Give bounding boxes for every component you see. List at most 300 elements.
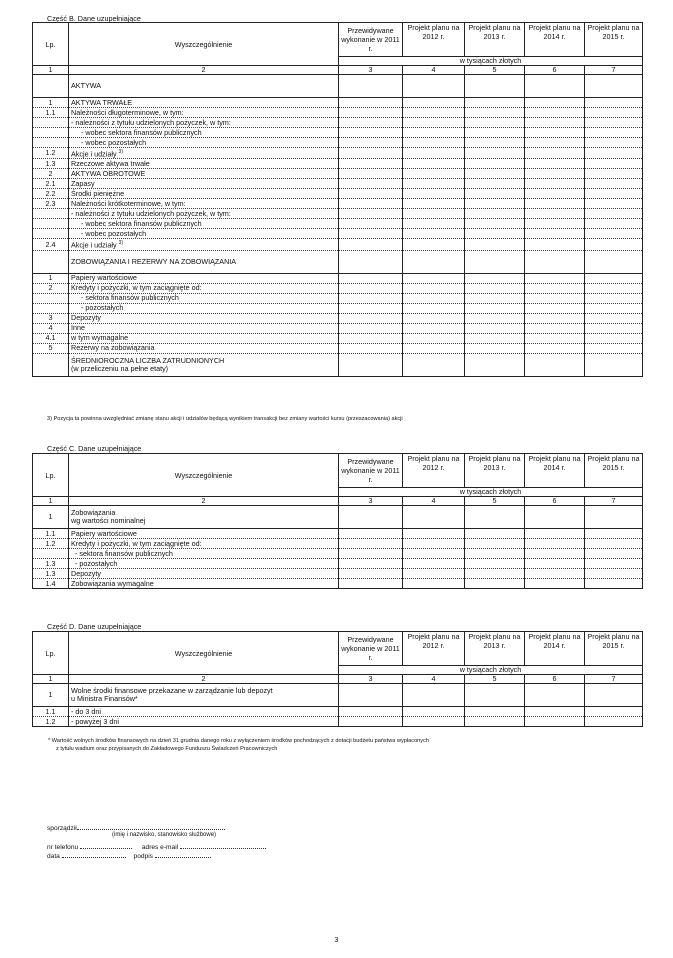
table-row bbox=[33, 333, 643, 343]
row-lp bbox=[33, 303, 69, 313]
value-cell-col6[interactable] bbox=[525, 128, 585, 138]
value-cell-col6[interactable] bbox=[525, 75, 585, 98]
value-cell-col6[interactable] bbox=[525, 333, 585, 343]
row-lp: 1.1 bbox=[33, 529, 69, 539]
value-cell-col3[interactable] bbox=[339, 118, 403, 128]
value-cell-col5[interactable] bbox=[465, 148, 525, 159]
value-cell-col6[interactable] bbox=[525, 303, 585, 313]
row-label bbox=[69, 333, 339, 343]
value-cell-col6[interactable] bbox=[525, 239, 585, 250]
table-row bbox=[33, 250, 643, 273]
value-cell-col6[interactable] bbox=[525, 323, 585, 333]
value-cell-col3[interactable] bbox=[339, 559, 403, 569]
value-cell-col3[interactable] bbox=[339, 98, 403, 108]
value-cell-col6[interactable] bbox=[525, 529, 585, 539]
row-lp bbox=[33, 293, 69, 303]
phone-field[interactable] bbox=[47, 842, 266, 851]
row-label-text: - wobec pozostałych bbox=[81, 228, 147, 238]
value-cell-col3[interactable] bbox=[339, 303, 403, 313]
row-label bbox=[69, 148, 339, 159]
row-label bbox=[69, 313, 339, 323]
value-cell-col5[interactable] bbox=[465, 559, 525, 569]
value-cell-col7[interactable] bbox=[585, 189, 643, 199]
value-cell-col3[interactable] bbox=[339, 529, 403, 539]
value-cell-col6[interactable] bbox=[525, 283, 585, 293]
value-cell-col5[interactable] bbox=[465, 239, 525, 250]
value-cell-col5[interactable] bbox=[465, 189, 525, 199]
value-cell-col6[interactable] bbox=[525, 293, 585, 303]
value-cell-col6[interactable] bbox=[525, 549, 585, 559]
value-cell-col4[interactable] bbox=[403, 108, 465, 118]
value-cell-col5[interactable] bbox=[465, 75, 525, 98]
value-cell-col3[interactable] bbox=[339, 148, 403, 159]
unit-label: w tysiącach złotych bbox=[339, 488, 643, 497]
row-label-text: Zobowiązania wymagalne bbox=[71, 578, 154, 588]
row-lp bbox=[33, 118, 69, 128]
value-cell-col7[interactable] bbox=[585, 283, 643, 293]
prepared-by-label: sporządził bbox=[47, 825, 77, 832]
header-col6: Projekt planu na 2014 r. bbox=[525, 23, 585, 57]
value-cell-col4[interactable] bbox=[403, 569, 465, 579]
value-cell-col6[interactable] bbox=[525, 250, 585, 273]
value-cell-col4[interactable] bbox=[403, 303, 465, 313]
header-col6: Projekt planu na 2014 r. bbox=[525, 454, 585, 488]
value-cell-col5[interactable] bbox=[465, 343, 525, 353]
value-cell-col7[interactable] bbox=[585, 323, 643, 333]
value-cell-col6[interactable] bbox=[525, 717, 585, 727]
table-row bbox=[33, 529, 643, 539]
value-cell-col6[interactable] bbox=[525, 353, 585, 376]
footnote-marker: 3) bbox=[118, 240, 123, 247]
value-cell-col6[interactable] bbox=[525, 138, 585, 148]
value-cell-col6[interactable] bbox=[525, 169, 585, 179]
value-cell-col6[interactable] bbox=[525, 559, 585, 569]
header-col5: Projekt planu na 2013 r. bbox=[465, 23, 525, 57]
row-label bbox=[69, 98, 339, 108]
value-cell-col6[interactable] bbox=[525, 313, 585, 323]
table-row bbox=[33, 179, 643, 189]
value-cell-col7[interactable] bbox=[585, 128, 643, 138]
row-label bbox=[69, 273, 339, 283]
value-cell-col4[interactable] bbox=[403, 98, 465, 108]
value-cell-col6[interactable] bbox=[525, 343, 585, 353]
value-cell-col6[interactable] bbox=[525, 684, 585, 707]
value-cell-col4[interactable] bbox=[403, 169, 465, 179]
col-number: 5 bbox=[465, 66, 525, 75]
value-cell-col5[interactable] bbox=[465, 529, 525, 539]
value-cell-col6[interactable] bbox=[525, 539, 585, 549]
value-cell-col4[interactable] bbox=[403, 159, 465, 169]
value-cell-col7[interactable] bbox=[585, 199, 643, 209]
value-cell-col4[interactable] bbox=[403, 323, 465, 333]
value-cell-col4[interactable] bbox=[403, 684, 465, 707]
value-cell-col7[interactable] bbox=[585, 209, 643, 219]
row-label bbox=[69, 229, 339, 239]
value-cell-col7[interactable] bbox=[585, 707, 643, 717]
footnote-marker: 3) bbox=[118, 149, 123, 155]
value-cell-col4[interactable] bbox=[403, 239, 465, 250]
value-cell-col5[interactable] bbox=[465, 293, 525, 303]
row-label bbox=[69, 159, 339, 169]
value-cell-col3[interactable] bbox=[339, 199, 403, 209]
value-cell-col4[interactable] bbox=[403, 549, 465, 559]
table-row bbox=[33, 219, 643, 229]
value-cell-col7[interactable] bbox=[585, 313, 643, 323]
row-label bbox=[69, 108, 339, 118]
value-cell-col6[interactable] bbox=[525, 118, 585, 128]
col-number: 6 bbox=[525, 66, 585, 75]
value-cell-col4[interactable] bbox=[403, 118, 465, 128]
row-label-text: Kredyty i pożyczki, w tym zaciągnięte od: bbox=[71, 538, 202, 548]
row-label bbox=[69, 179, 339, 189]
value-cell-col5[interactable] bbox=[465, 209, 525, 219]
row-label-text: - należności z tytułu udzielonych pożyczek, w tym: bbox=[71, 208, 231, 218]
value-cell-col3[interactable] bbox=[339, 219, 403, 229]
header-col3: Przewidywane wykonanie w 2011 r. bbox=[339, 23, 403, 57]
value-cell-col5[interactable] bbox=[465, 169, 525, 179]
value-cell-col4[interactable] bbox=[403, 273, 465, 283]
col-number: 7 bbox=[585, 497, 643, 506]
col-number: 6 bbox=[525, 675, 585, 684]
value-cell-col4[interactable] bbox=[403, 529, 465, 539]
row-lp: 1.1 bbox=[33, 108, 69, 118]
row-label bbox=[69, 323, 339, 333]
col-number: 5 bbox=[465, 497, 525, 506]
table-row bbox=[33, 293, 643, 303]
value-cell-col7[interactable] bbox=[585, 219, 643, 229]
row-label bbox=[69, 169, 339, 179]
value-cell-col7[interactable] bbox=[585, 303, 643, 313]
table-row bbox=[33, 539, 643, 549]
value-cell-col6[interactable] bbox=[525, 189, 585, 199]
value-cell-col3[interactable] bbox=[339, 343, 403, 353]
value-cell-col7[interactable] bbox=[585, 559, 643, 569]
header-description: Wyszczególnienie bbox=[69, 23, 339, 66]
value-cell-col6[interactable] bbox=[525, 219, 585, 229]
value-cell-col3[interactable] bbox=[339, 159, 403, 169]
header-description: Wyszczególnienie bbox=[69, 632, 339, 675]
header-lp: Lp. bbox=[33, 23, 69, 66]
value-cell-col6[interactable] bbox=[525, 199, 585, 209]
value-cell-col4[interactable] bbox=[403, 506, 465, 529]
header-lp: Lp. bbox=[33, 632, 69, 675]
row-lp bbox=[33, 209, 69, 219]
row-label bbox=[69, 250, 339, 273]
header-col7: Projekt planu na 2015 r. bbox=[585, 23, 643, 57]
value-cell-col6[interactable] bbox=[525, 506, 585, 529]
row-lp: 3 bbox=[33, 313, 69, 323]
value-cell-col3[interactable] bbox=[339, 273, 403, 283]
value-cell-col5[interactable] bbox=[465, 353, 525, 376]
value-cell-col5[interactable] bbox=[465, 579, 525, 589]
value-cell-col6[interactable] bbox=[525, 229, 585, 239]
value-cell-col4[interactable] bbox=[403, 219, 465, 229]
row-label-text: - powyżej 3 dni bbox=[71, 716, 119, 726]
row-label-text: Papiery wartościowe bbox=[71, 273, 137, 283]
part-d-footnote-line2: z tytułu wadium oraz przypisanych do Zakładowego Funduszu Świadczeń Pracowniczych bbox=[56, 746, 278, 752]
row-label-subtext: wg wartości nominalnej bbox=[71, 516, 146, 525]
unit-label: w tysiącach złotych bbox=[339, 666, 643, 675]
table-row bbox=[33, 118, 643, 128]
value-cell-col3[interactable] bbox=[339, 239, 403, 250]
value-cell-col7[interactable] bbox=[585, 98, 643, 108]
table-row bbox=[33, 707, 643, 717]
value-cell-col3[interactable] bbox=[339, 539, 403, 549]
date-field[interactable] bbox=[47, 851, 211, 860]
value-cell-col3[interactable] bbox=[339, 579, 403, 589]
value-cell-col5[interactable] bbox=[465, 108, 525, 118]
col-number: 7 bbox=[585, 66, 643, 75]
value-cell-col3[interactable] bbox=[339, 684, 403, 707]
value-cell-col3[interactable] bbox=[339, 333, 403, 343]
value-cell-col7[interactable] bbox=[585, 179, 643, 189]
row-label bbox=[69, 579, 339, 589]
value-cell-col4[interactable] bbox=[403, 148, 465, 159]
value-cell-col5[interactable] bbox=[465, 707, 525, 717]
value-cell-col3[interactable] bbox=[339, 569, 403, 579]
value-cell-col6[interactable] bbox=[525, 209, 585, 219]
value-cell-col3[interactable] bbox=[339, 229, 403, 239]
row-label-text: - do 3 dni bbox=[71, 706, 101, 716]
row-lp: 1 bbox=[33, 273, 69, 283]
value-cell-col4[interactable] bbox=[403, 343, 465, 353]
value-cell-col3[interactable] bbox=[339, 293, 403, 303]
value-cell-col6[interactable] bbox=[525, 179, 585, 189]
value-cell-col3[interactable] bbox=[339, 75, 403, 98]
value-cell-col4[interactable] bbox=[403, 353, 465, 376]
table-row bbox=[33, 343, 643, 353]
value-cell-col5[interactable] bbox=[465, 333, 525, 343]
header-col7: Projekt planu na 2015 r. bbox=[585, 632, 643, 666]
value-cell-col3[interactable] bbox=[339, 108, 403, 118]
row-lp: 1.1 bbox=[33, 707, 69, 717]
row-label-text: AKTYWA TRWAŁE bbox=[71, 97, 133, 107]
value-cell-col7[interactable] bbox=[585, 239, 643, 250]
value-cell-col5[interactable] bbox=[465, 229, 525, 239]
value-cell-col7[interactable] bbox=[585, 579, 643, 589]
value-cell-col3[interactable] bbox=[339, 549, 403, 559]
row-label-text: ŚREDNIOROCZNA LICZBA ZATRUDNIONYCH bbox=[71, 355, 225, 365]
phone-label: nr telefonu bbox=[47, 844, 79, 851]
value-cell-col4[interactable] bbox=[403, 128, 465, 138]
value-cell-col3[interactable] bbox=[339, 323, 403, 333]
value-cell-col5[interactable] bbox=[465, 283, 525, 293]
value-cell-col4[interactable] bbox=[403, 313, 465, 323]
value-cell-col4[interactable] bbox=[403, 189, 465, 199]
table-row bbox=[33, 549, 643, 559]
row-lp: 2 bbox=[33, 283, 69, 293]
value-cell-col3[interactable] bbox=[339, 138, 403, 148]
value-cell-col7[interactable] bbox=[585, 169, 643, 179]
value-cell-col7[interactable] bbox=[585, 75, 643, 98]
value-cell-col5[interactable] bbox=[465, 98, 525, 108]
value-cell-col4[interactable] bbox=[403, 717, 465, 727]
value-cell-col7[interactable] bbox=[585, 293, 643, 303]
value-cell-col5[interactable] bbox=[465, 159, 525, 169]
value-cell-col3[interactable] bbox=[339, 169, 403, 179]
part-c-title: Część C. Dane uzupełniające bbox=[47, 444, 142, 453]
row-lp bbox=[33, 128, 69, 138]
value-cell-col7[interactable] bbox=[585, 717, 643, 727]
value-cell-col7[interactable] bbox=[585, 684, 643, 707]
row-label bbox=[69, 717, 339, 727]
row-lp: 1.3 bbox=[33, 159, 69, 169]
value-cell-col5[interactable] bbox=[465, 539, 525, 549]
row-lp: 2.3 bbox=[33, 199, 69, 209]
table-row bbox=[33, 239, 643, 250]
row-label-text: Należności długoterminowe, w tym: bbox=[71, 107, 184, 117]
value-cell-col7[interactable] bbox=[585, 250, 643, 273]
value-cell-col6[interactable] bbox=[525, 98, 585, 108]
row-label bbox=[69, 209, 339, 219]
value-cell-col7[interactable] bbox=[585, 333, 643, 343]
table-row bbox=[33, 273, 643, 283]
value-cell-col5[interactable] bbox=[465, 179, 525, 189]
value-cell-col7[interactable] bbox=[585, 353, 643, 376]
value-cell-col5[interactable] bbox=[465, 138, 525, 148]
value-cell-col7[interactable] bbox=[585, 529, 643, 539]
part-b-title: Część B. Dane uzupełniające bbox=[47, 14, 141, 23]
value-cell-col5[interactable] bbox=[465, 128, 525, 138]
value-cell-col6[interactable] bbox=[525, 569, 585, 579]
value-cell-col5[interactable] bbox=[465, 506, 525, 529]
value-cell-col3[interactable] bbox=[339, 283, 403, 293]
value-cell-col3[interactable] bbox=[339, 250, 403, 273]
row-label-text: AKTYWA bbox=[71, 81, 102, 90]
value-cell-col5[interactable] bbox=[465, 250, 525, 273]
table-row bbox=[33, 717, 643, 727]
part-b-footnote: 3) Pozycja ta powinna uwzględniać zmianę stanu akcji i udziałów będącą wynikiem transakcji bez zmiany wartości kursu (przeszacowania) akcji bbox=[47, 416, 403, 422]
header-col6: Projekt planu na 2014 r. bbox=[525, 632, 585, 666]
row-label-text: - sektora finansów publicznych bbox=[75, 548, 173, 558]
part-d-title: Część D. Dane uzupełniające bbox=[47, 622, 142, 631]
value-cell-col4[interactable] bbox=[403, 333, 465, 343]
value-cell-col7[interactable] bbox=[585, 118, 643, 128]
col-number: 2 bbox=[69, 675, 339, 684]
value-cell-col3[interactable] bbox=[339, 209, 403, 219]
value-cell-col3[interactable] bbox=[339, 717, 403, 727]
row-label bbox=[69, 138, 339, 148]
value-cell-col5[interactable] bbox=[465, 549, 525, 559]
header-col3: Przewidywane wykonanie w 2011 r. bbox=[339, 454, 403, 488]
value-cell-col4[interactable] bbox=[403, 539, 465, 549]
row-label-text: Papiery wartościowe bbox=[71, 528, 137, 538]
row-label bbox=[69, 549, 339, 559]
part-d-table bbox=[32, 631, 643, 727]
value-cell-col3[interactable] bbox=[339, 179, 403, 189]
value-cell-col5[interactable] bbox=[465, 717, 525, 727]
value-cell-col7[interactable] bbox=[585, 138, 643, 148]
table-row bbox=[33, 313, 643, 323]
value-cell-col4[interactable] bbox=[403, 250, 465, 273]
value-cell-col4[interactable] bbox=[403, 209, 465, 219]
col-number: 1 bbox=[33, 497, 69, 506]
value-cell-col5[interactable] bbox=[465, 684, 525, 707]
header-col3: Przewidywane wykonanie w 2011 r. bbox=[339, 632, 403, 666]
table-row bbox=[33, 199, 643, 209]
row-label-text: Kredyty i pożyczki, w tym zaciągnięte od: bbox=[71, 283, 202, 293]
table-row bbox=[33, 684, 643, 707]
value-cell-col6[interactable] bbox=[525, 108, 585, 118]
value-cell-col3[interactable] bbox=[339, 128, 403, 138]
row-lp bbox=[33, 250, 69, 273]
value-cell-col7[interactable] bbox=[585, 229, 643, 239]
value-cell-col5[interactable] bbox=[465, 569, 525, 579]
prepared-by-field[interactable] bbox=[47, 823, 225, 832]
value-cell-col7[interactable] bbox=[585, 148, 643, 159]
value-cell-col5[interactable] bbox=[465, 313, 525, 323]
row-label-text: Inne bbox=[71, 323, 85, 333]
row-lp: 2.4 bbox=[33, 239, 69, 250]
value-cell-col4[interactable] bbox=[403, 559, 465, 569]
value-cell-col7[interactable] bbox=[585, 549, 643, 559]
row-label-text: - pozostałych bbox=[81, 303, 124, 313]
row-label bbox=[69, 189, 339, 199]
value-cell-col4[interactable] bbox=[403, 138, 465, 148]
value-cell-col7[interactable] bbox=[585, 343, 643, 353]
value-cell-col3[interactable] bbox=[339, 707, 403, 717]
value-cell-col3[interactable] bbox=[339, 506, 403, 529]
value-cell-col7[interactable] bbox=[585, 539, 643, 549]
value-cell-col6[interactable] bbox=[525, 579, 585, 589]
value-cell-col4[interactable] bbox=[403, 283, 465, 293]
col-number: 4 bbox=[403, 66, 465, 75]
header-lp: Lp. bbox=[33, 454, 69, 497]
value-cell-col6[interactable] bbox=[525, 707, 585, 717]
row-lp: 2.1 bbox=[33, 179, 69, 189]
value-cell-col3[interactable] bbox=[339, 353, 403, 376]
value-cell-col7[interactable] bbox=[585, 506, 643, 529]
table-row bbox=[33, 148, 643, 159]
value-cell-col4[interactable] bbox=[403, 293, 465, 303]
table-row bbox=[33, 75, 643, 98]
value-cell-col4[interactable] bbox=[403, 229, 465, 239]
value-cell-col4[interactable] bbox=[403, 707, 465, 717]
value-cell-col5[interactable] bbox=[465, 303, 525, 313]
value-cell-col7[interactable] bbox=[585, 108, 643, 118]
table-row bbox=[33, 323, 643, 333]
row-label-text: Należności krótkoterminowe, w tym: bbox=[71, 198, 186, 208]
table-row bbox=[33, 128, 643, 138]
value-cell-col4[interactable] bbox=[403, 199, 465, 209]
value-cell-col6[interactable] bbox=[525, 148, 585, 159]
row-label-text: - pozostałych bbox=[75, 558, 118, 568]
value-cell-col4[interactable] bbox=[403, 179, 465, 189]
value-cell-col5[interactable] bbox=[465, 273, 525, 283]
header-col4: Projekt planu na 2012 r. bbox=[403, 632, 465, 666]
value-cell-col7[interactable] bbox=[585, 569, 643, 579]
value-cell-col5[interactable] bbox=[465, 323, 525, 333]
value-cell-col4[interactable] bbox=[403, 579, 465, 589]
value-cell-col4[interactable] bbox=[403, 75, 465, 98]
row-lp: 2.2 bbox=[33, 189, 69, 199]
row-label bbox=[69, 283, 339, 293]
value-cell-col3[interactable] bbox=[339, 313, 403, 323]
value-cell-col6[interactable] bbox=[525, 159, 585, 169]
value-cell-col3[interactable] bbox=[339, 189, 403, 199]
header-col7: Projekt planu na 2015 r. bbox=[585, 454, 643, 488]
row-label-text: Rzeczowe aktywa trwałe bbox=[71, 158, 150, 168]
row-lp: 1.2 bbox=[33, 717, 69, 727]
value-cell-col5[interactable] bbox=[465, 219, 525, 229]
value-cell-col5[interactable] bbox=[465, 118, 525, 128]
value-cell-col7[interactable] bbox=[585, 273, 643, 283]
table-row bbox=[33, 108, 643, 118]
value-cell-col5[interactable] bbox=[465, 199, 525, 209]
row-label bbox=[69, 128, 339, 138]
value-cell-col7[interactable] bbox=[585, 159, 643, 169]
value-cell-col6[interactable] bbox=[525, 273, 585, 283]
